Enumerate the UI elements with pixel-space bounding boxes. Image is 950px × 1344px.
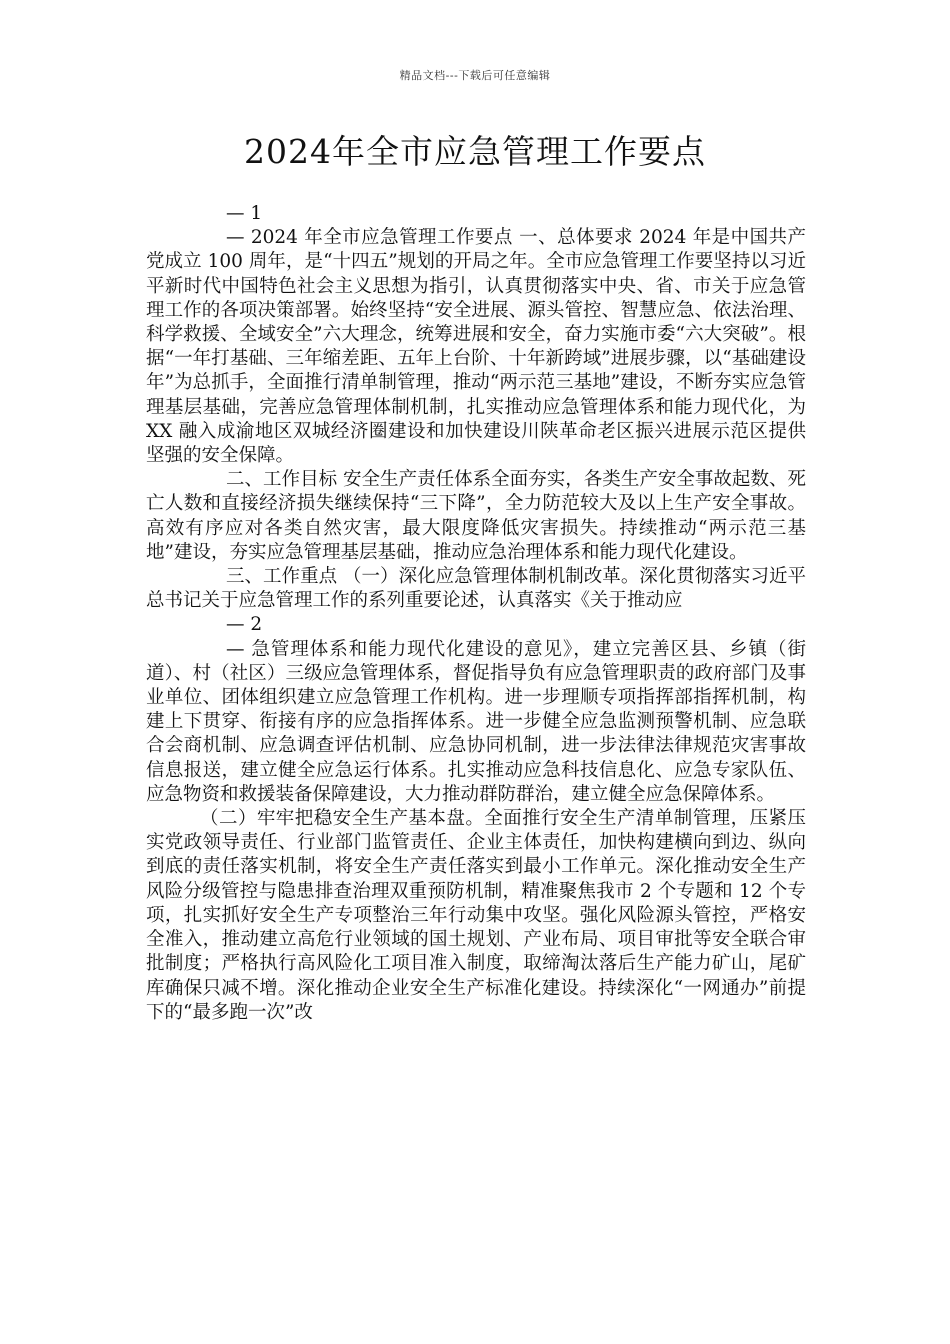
paragraph-work-focus: 三、工作重点 （一）深化应急管理体制机制改革。深化贯彻落实习近平总书记关于应急管理工作的系列重要论述，认真落实《关于推动应 <box>146 566 806 612</box>
paragraph-work-goals: 二、工作目标 安全生产责任体系全面夯实，各类生产安全事故起数、死亡人数和直接经济损失继续保持“三下降”，全力防范较大及以上生产安全事故。高效有序应对各类自然灾害，最大限度降低灾害损失。持续推动“两示范三基地”建设，夯实应急管理基层基础，推动应急治理体系和能力现代化建设。 <box>146 469 806 563</box>
document-body <box>146 202 806 1025</box>
page-marker-2: — 2 <box>226 614 263 636</box>
paragraph-emergency-system: — 急管理体系和能力现代化建设的意见》，建立完善区县、乡镇（街道）、村（社区）三级应急管理体系，督促指导负有应急管理职责的政府部门及事业单位、团体组织建立应急管理工作机构。进一步理顺专项指挥部指挥机制，构建上下贯穿、衔接有序的应急指挥体系。进一步健全应急监测预警机制、应急联合会商机制、应急调查评估机制、应急协同机制，进一步法律法律规范灾害事故信息报送，建立健全应急运行体系。扎实推动应急科技信息化、应急专家队伍、应急物资和救援装备保障建设，大力推动群防群治，建立健全应急保障体系。 <box>146 638 806 805</box>
paragraph-safety-production: （二）牢牢把稳安全生产基本盘。全面推行安全生产清单制管理，压紧压实党政领导责任、行业部门监管责任、企业主体责任，加快构建横向到边、纵向到底的责任落实机制，将安全生产责任落实到最小工作单元。深化推动安全生产风险分级管控与隐患排查治理双重预防机制，精准聚焦我市 2 个专题和 12 个专项，扎实抓好安全生产专项整治三年行动集中攻坚。强化风险源头管控，严格安全准入，推动建立高危行业领域的国土规划、产业布局、项目审批等安全联合审批制度；严格执行高风险化工项目准入制度，取缔淘汰落后生产能力矿山，尾矿库确保只减不增。深化推动企业安全生产标准化建设。持续深化“一网通办”前提下的“最多跑一次”改 <box>146 808 806 1023</box>
document-title: 2024年全市应急管理工作要点 <box>244 132 706 171</box>
page-marker-1: — 1 <box>226 203 263 224</box>
paragraph-overall-requirements: — 2024 年全市应急管理工作要点 一、总体要求 2024 年是中国共产党成立 100 周年，是“十四五”规划的开局之年。全市应急管理工作要坚持以习近平新时代中国特色社会主义思想为指引，认真贯彻落实中央、省、市关于应急管理工作的各项决策部署。始终坚持“安全进展、源头管控、智慧应急、依法治理、科学救援、全域安全”六大理念，统筹进展和安全，奋力实施市委“六大突破”。根据“一年打基础、三年缩差距、五年上台阶、十年新跨域”进展步骤，以“基础建设年”为总抓手，全面推行清单制管理，推动“两示范三基地”建设，不断夯实应急管理基层基础，完善应急管理体制机制，扎实推动应急管理体系和能力现代化，为 XX 融入成渝地区双城经济圈建设和加快建设川陕革命老区振兴进展示范区提供坚强的安全保障。 <box>146 227 806 467</box>
header-note: 精品文档---下载后可任意编辑 <box>399 69 551 82</box>
